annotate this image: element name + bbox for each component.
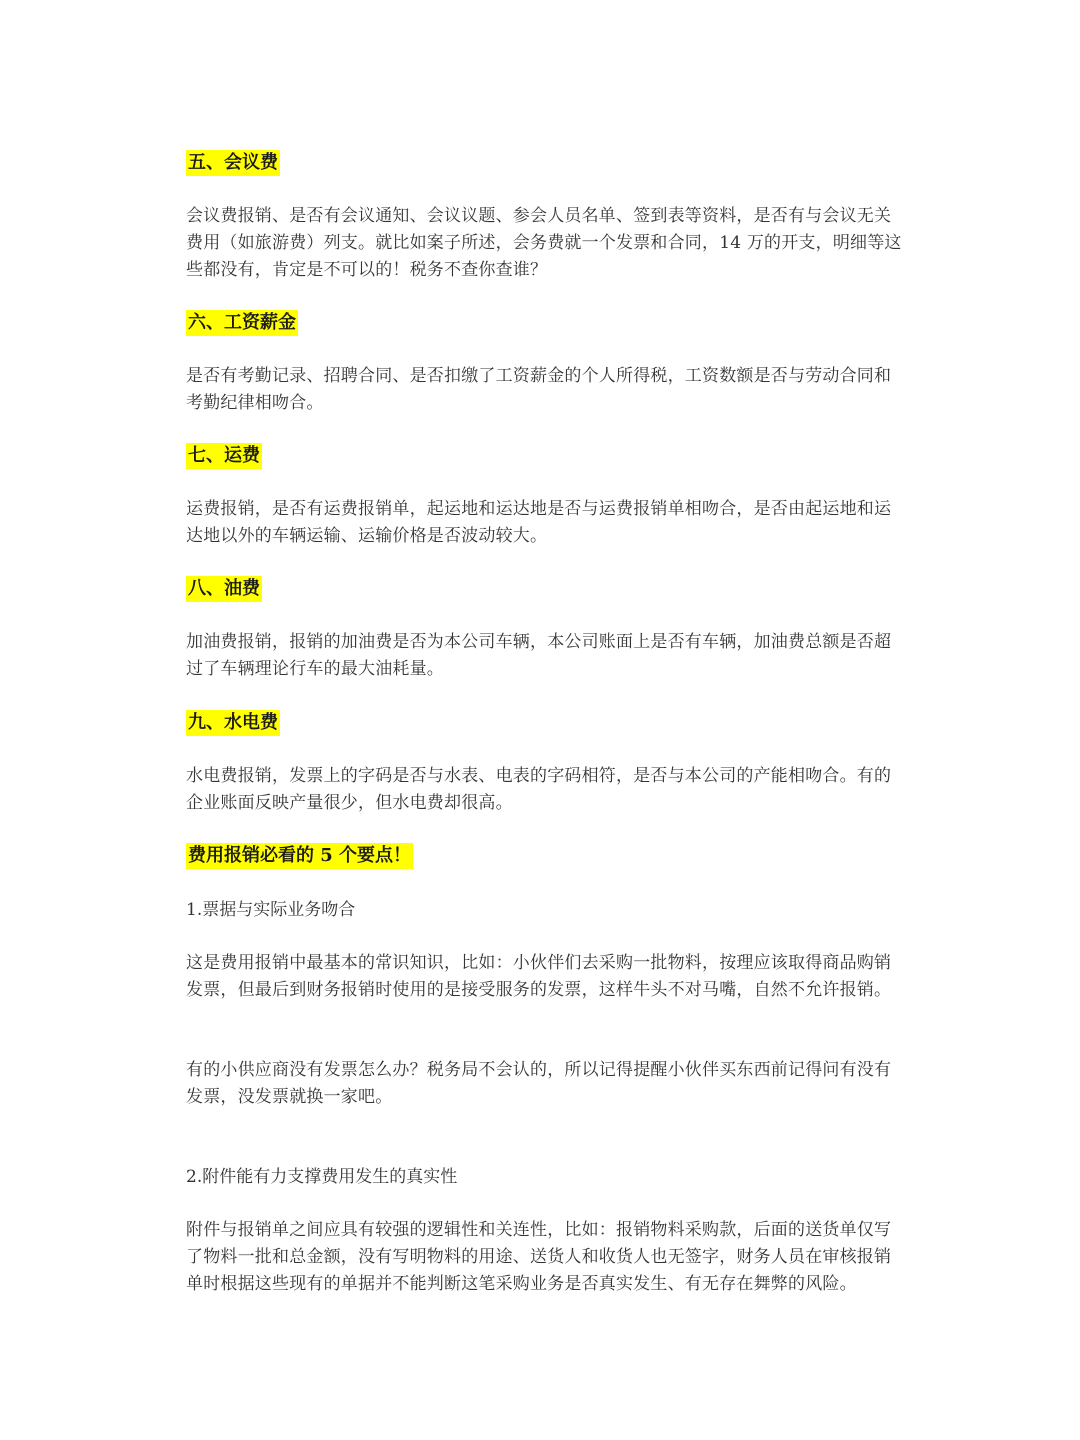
section-body-meeting-fee: 会议费报销、是否有会议通知、会议议题、参会人员名单、签到表等资料，是否有与会议无关费用（如旅游费）列支。就比如案子所述，会务费就一个发票和合同，14 万的开支，明细等这些都没有，肯定是不可以的！税务不查你查谁？ xyxy=(186,206,902,280)
point-1-para-1: 这是费用报销中最基本的常识知识，比如：小伙伴们去采购一批物料，按理应该取得商品购销发票，但最后到财务报销时使用的是接受服务的发票，这样牛头不对马嘴，自然不允许报销。 xyxy=(186,953,892,1000)
section-6 xyxy=(186,310,902,336)
section-7 xyxy=(186,443,902,469)
section-body-salary: 是否有考勤记录、招聘合同、是否扣缴了工资薪金的个人所得税，工资数额是否与劳动合同和考勤纪律相吻合。 xyxy=(186,366,892,413)
point-2-para-1: 附件与报销单之间应具有较强的逻辑性和关连性，比如：报销物料采购款，后面的送货单仅写了物料一批和总金额，没有写明物料的用途、送货人和收货人也无签字，财务人员在审核报销单时根据这些现有的单据并不能判断这笔采购业务是否真实发生、有无存在舞弊的风险。 xyxy=(186,1220,892,1294)
section-heading-meeting-fee: 五、会议费 xyxy=(186,150,280,176)
key-points-heading: 费用报销必看的 5 个要点！ xyxy=(186,843,413,869)
section-9 xyxy=(186,710,902,736)
point-1-title: 1.票据与实际业务吻合 xyxy=(186,900,356,920)
section-heading-freight: 七、运费 xyxy=(186,443,262,469)
point-1-para-2: 有的小供应商没有发票怎么办？税务局不会认的，所以记得提醒小伙伴买东西前记得问有没有发票，没发票就换一家吧。 xyxy=(186,1060,892,1107)
section-body-fuel: 加油费报销，报销的加油费是否为本公司车辆，本公司账面上是否有车辆，加油费总额是否超过了车辆理论行车的最大油耗量。 xyxy=(186,632,892,679)
section-heading-fuel: 八、油费 xyxy=(186,576,262,602)
section-heading-utilities: 九、水电费 xyxy=(186,710,280,736)
point-2-title: 2.附件能有力支撑费用发生的真实性 xyxy=(186,1167,458,1187)
section-heading-salary: 六、工资薪金 xyxy=(186,310,298,336)
key-points xyxy=(186,843,902,869)
section-5 xyxy=(186,150,902,176)
section-body-freight: 运费报销，是否有运费报销单，起运地和运达地是否与运费报销单相吻合，是否由起运地和运达地以外的车辆运输、运输价格是否波动较大。 xyxy=(186,499,892,546)
section-8 xyxy=(186,576,902,602)
section-body-utilities: 水电费报销，发票上的字码是否与水表、电表的字码相符，是否与本公司的产能相吻合。有的企业账面反映产量很少，但水电费却很高。 xyxy=(186,766,892,813)
